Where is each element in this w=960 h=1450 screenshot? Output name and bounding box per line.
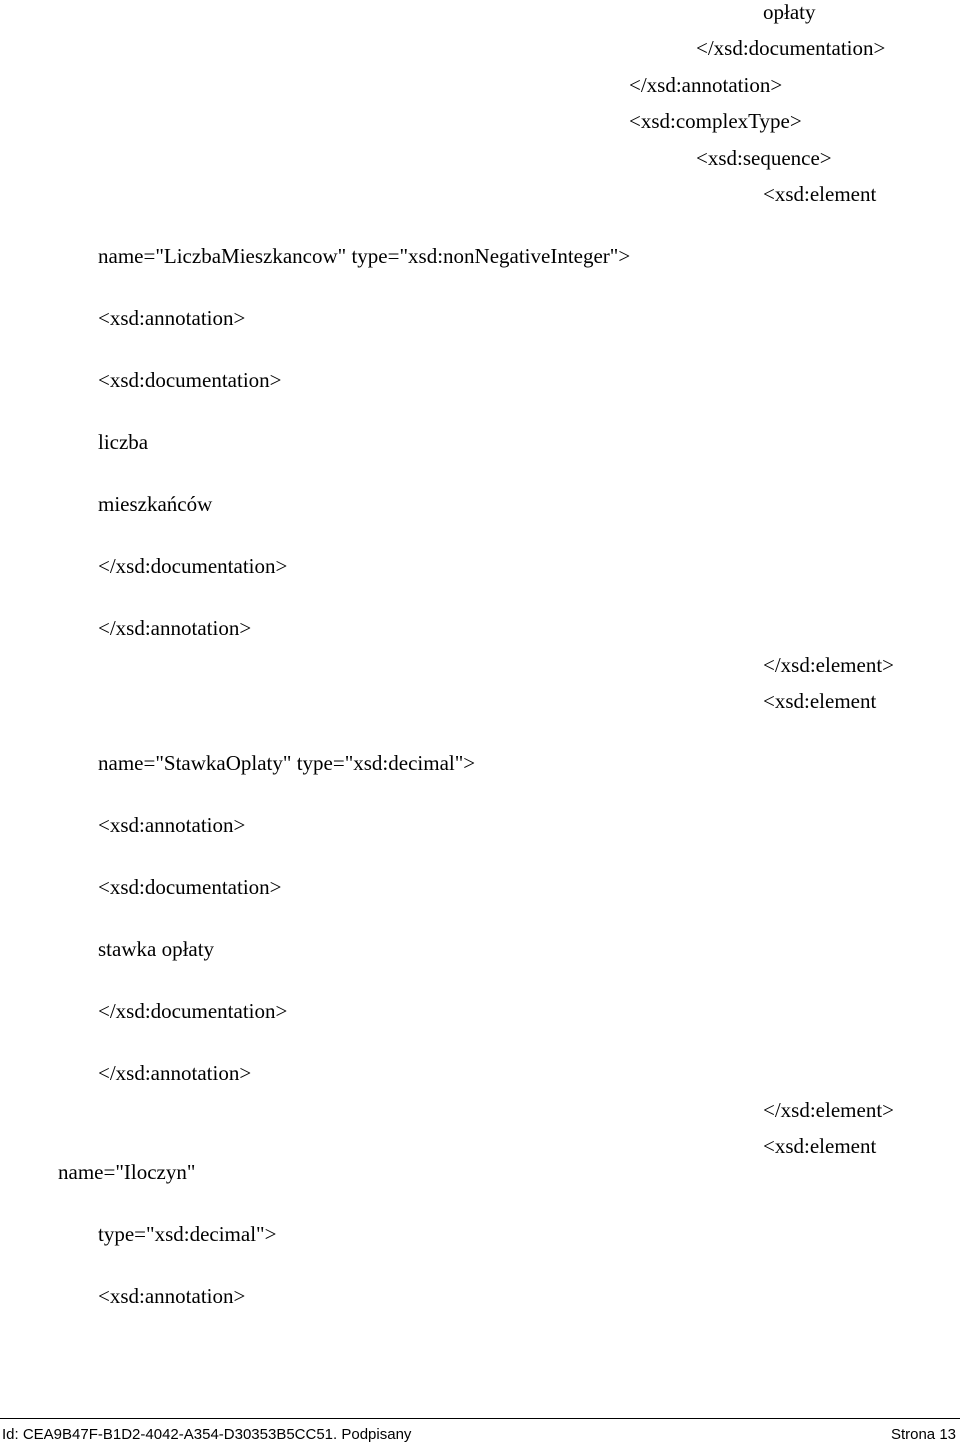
text-line-6: <xsd:element <box>763 182 877 206</box>
text-line-1: opłaty <box>763 0 816 24</box>
text-line-4: <xsd:complexType> <box>629 109 802 133</box>
text-line-20: </xsd:documentation> <box>98 999 288 1023</box>
text-line-3: </xsd:annotation> <box>629 73 783 97</box>
page-number: Strona 13 <box>890 1426 956 1443</box>
text-line-13: </xsd:annotation> <box>98 616 252 640</box>
text-line-7: name="LiczbaMieszkancow" type="xsd:nonNegativeInteger"> <box>98 244 631 268</box>
document-id-text: Id: CEA9B47F-B1D2-4042-A354-D30353B5CC51. Podpisany <box>2 1426 412 1443</box>
text-line-2: </xsd:documentation> <box>696 36 886 60</box>
text-line-9: <xsd:documentation> <box>98 368 282 392</box>
page-footer <box>0 1418 960 1450</box>
text-line-26: <xsd:annotation> <box>98 1284 246 1308</box>
text-line-22: </xsd:element> <box>763 1098 894 1122</box>
text-line-17: <xsd:annotation> <box>98 813 246 837</box>
text-line-24: name="Iloczyn" <box>58 1160 196 1184</box>
text-line-16: name="StawkaOplaty" type="xsd:decimal"> <box>98 751 476 775</box>
text-line-19: stawka opłaty <box>98 937 215 961</box>
text-line-11: mieszkańców <box>98 492 213 516</box>
text-line-14: </xsd:element> <box>763 653 894 677</box>
text-line-21: </xsd:annotation> <box>98 1061 252 1085</box>
text-line-23: <xsd:element <box>763 1134 877 1158</box>
text-line-18: <xsd:documentation> <box>98 875 282 899</box>
text-line-10: liczba <box>98 430 149 454</box>
text-line-5: <xsd:sequence> <box>696 146 832 170</box>
text-line-12: </xsd:documentation> <box>98 554 288 578</box>
text-line-8: <xsd:annotation> <box>98 306 246 330</box>
text-line-25: type="xsd:decimal"> <box>98 1222 277 1246</box>
text-line-15: <xsd:element <box>763 689 877 713</box>
